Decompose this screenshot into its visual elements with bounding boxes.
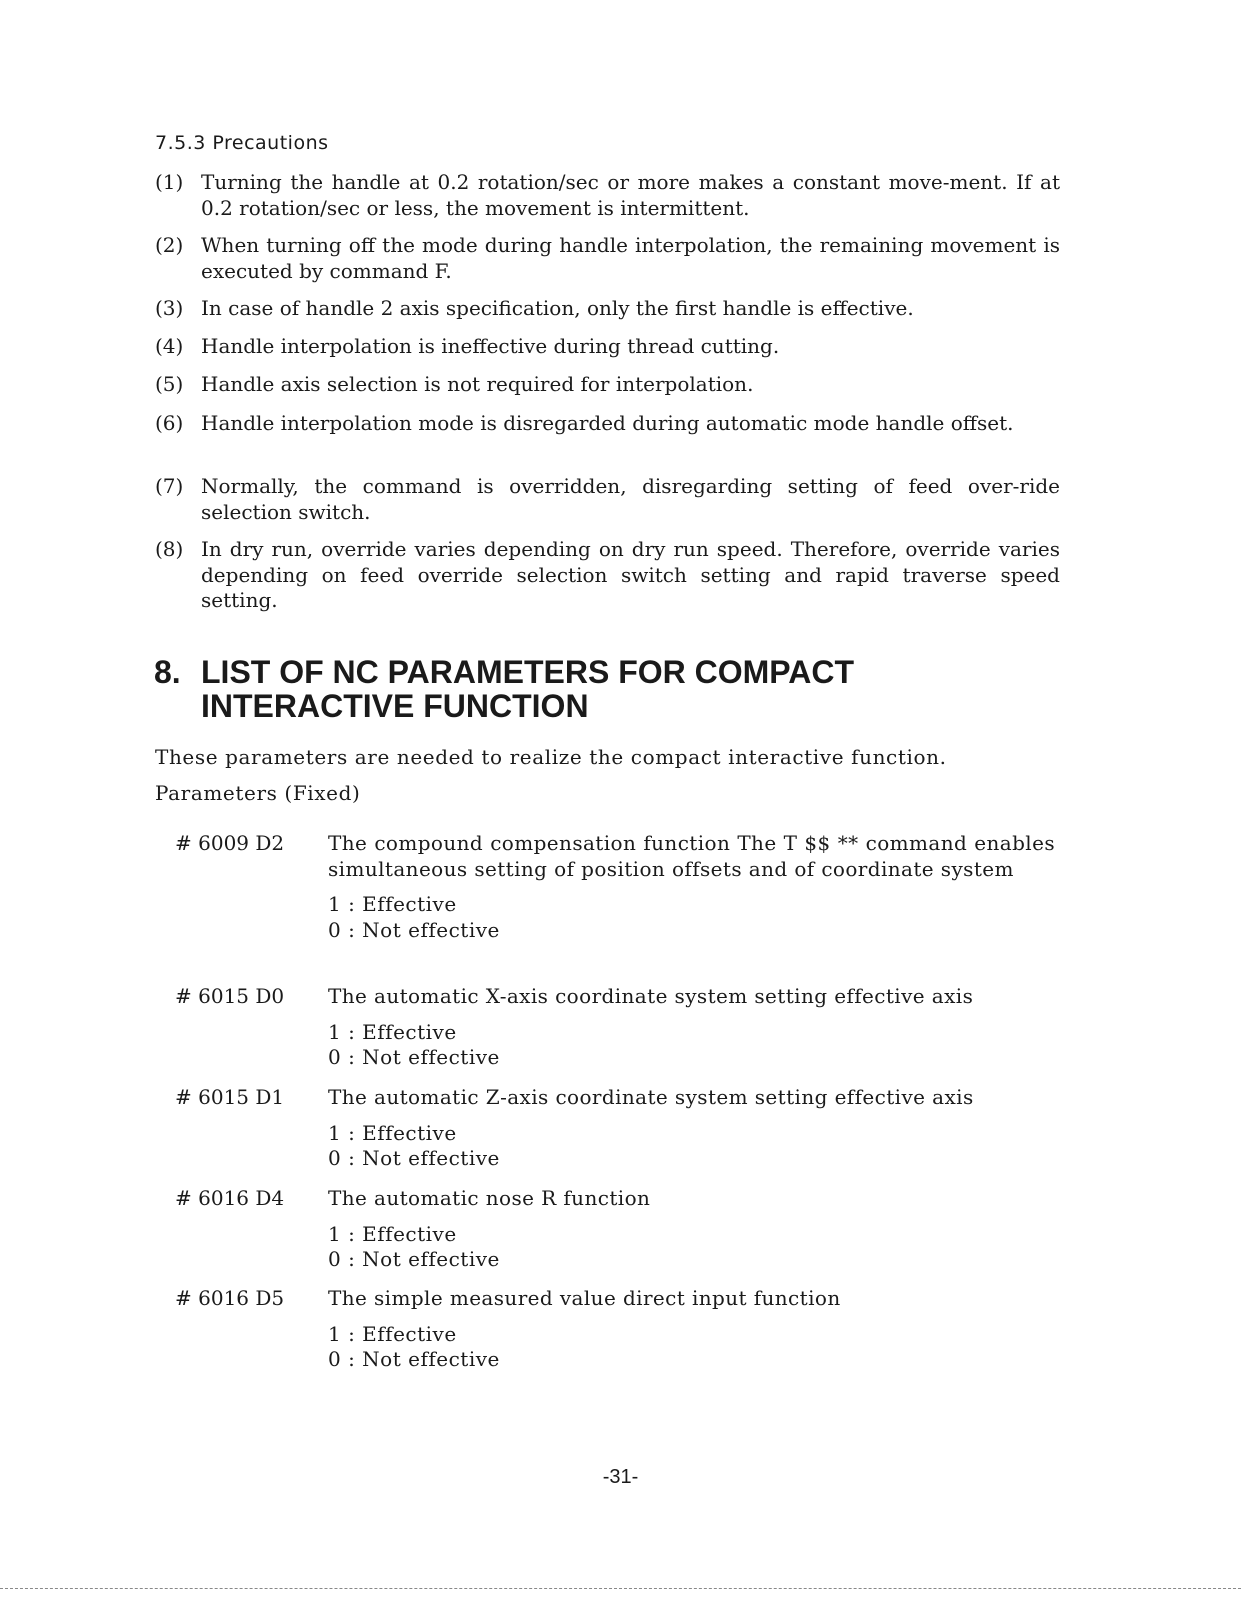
item-number: (5) [155, 372, 184, 396]
item-text: Handle axis selection is not required for interpolation. [201, 372, 754, 396]
item-text: Handle interpolation mode is disregarded during automatic mode handle offset. [201, 411, 1014, 435]
section-intro: These parameters are needed to realize the compact interactive function. [155, 745, 947, 769]
item-text: Turning the handle at 0.2 rotation/sec or more makes a constant move-ment. If at 0.2 rotation/sec or less, the movement is intermittent. [201, 170, 1060, 220]
option-not-effective: 0 : Not effective [328, 1347, 500, 1371]
parameter-code: # 6016 D4 [175, 1186, 285, 1210]
item-text: Handle interpolation is ineffective during thread cutting. [201, 334, 780, 358]
option-not-effective: 0 : Not effective [328, 917, 500, 942]
parameter-entry [175, 984, 1055, 1071]
item-text: When turning off the mode during handle interpolation, the remaining movement is executed by command F. [201, 233, 1060, 283]
item-number: (6) [155, 411, 184, 435]
parameter-entry [175, 1186, 1055, 1273]
precaution-item [155, 411, 1060, 437]
option-effective: 1 : Effective [328, 1120, 457, 1145]
item-text: Normally, the command is overridden, disregarding setting of feed over-ride selection switch. [201, 474, 1060, 524]
parameter-code: # 6016 D5 [175, 1286, 285, 1310]
parameter-description: The compound compensation function The T $$ ** command enables simultaneous setting of position offsets and of coordinate system [328, 831, 1055, 881]
option-effective: 1 : Effective [328, 1321, 457, 1346]
precaution-item [155, 372, 1060, 398]
parameter-description: The simple measured value direct input function [328, 1286, 841, 1310]
parameter-description: The automatic Z-axis coordinate system setting effective axis [328, 1085, 974, 1109]
precaution-item [155, 474, 1060, 525]
item-number: (8) [155, 537, 184, 561]
item-number: (3) [155, 296, 184, 320]
page-number: -31- [602, 1466, 639, 1488]
item-text: In case of handle 2 axis specification, only the first handle is effective. [201, 296, 914, 320]
option-effective: 1 : Effective [328, 1221, 457, 1246]
precaution-item [155, 233, 1060, 284]
precaution-item [155, 170, 1060, 221]
parameter-code: # 6009 D2 [175, 831, 285, 855]
item-number: (4) [155, 334, 184, 358]
item-number: (1) [155, 170, 184, 194]
parameter-code: # 6015 D1 [175, 1085, 285, 1109]
parameter-code: # 6015 D0 [175, 984, 285, 1008]
section-number: 8. [154, 654, 181, 690]
option-not-effective: 0 : Not effective [328, 1146, 500, 1170]
section-heading [154, 655, 1054, 723]
option-effective: 1 : Effective [328, 892, 457, 916]
parameter-entry [175, 1085, 1055, 1172]
item-number: (2) [155, 233, 184, 257]
option-effective: 1 : Effective [328, 1019, 457, 1044]
item-text: In dry run, override varies depending on dry run speed. Therefore, override varies depending on feed override selection switch setting and rapid traverse speed setting. [201, 537, 1060, 612]
precaution-item [155, 537, 1060, 614]
section-title: LIST OF NC PARAMETERS FOR COMPACT INTERACTIVE FUNCTION [201, 654, 855, 724]
precaution-item [155, 296, 1060, 322]
parameter-description: The automatic X-axis coordinate system setting effective axis [328, 984, 974, 1008]
precaution-item [155, 334, 1060, 360]
item-number: (7) [155, 474, 184, 498]
parameter-entry [175, 1286, 1055, 1373]
option-not-effective: 0 : Not effective [328, 1045, 500, 1069]
option-not-effective: 0 : Not effective [328, 1247, 500, 1271]
subsection-heading: 7.5.3 Precautions [155, 132, 329, 154]
parameters-label: Parameters (Fixed) [155, 781, 361, 805]
scan-edge-line [0, 1588, 1241, 1589]
parameter-entry [175, 831, 1055, 943]
parameter-description: The automatic nose R function [328, 1186, 651, 1210]
